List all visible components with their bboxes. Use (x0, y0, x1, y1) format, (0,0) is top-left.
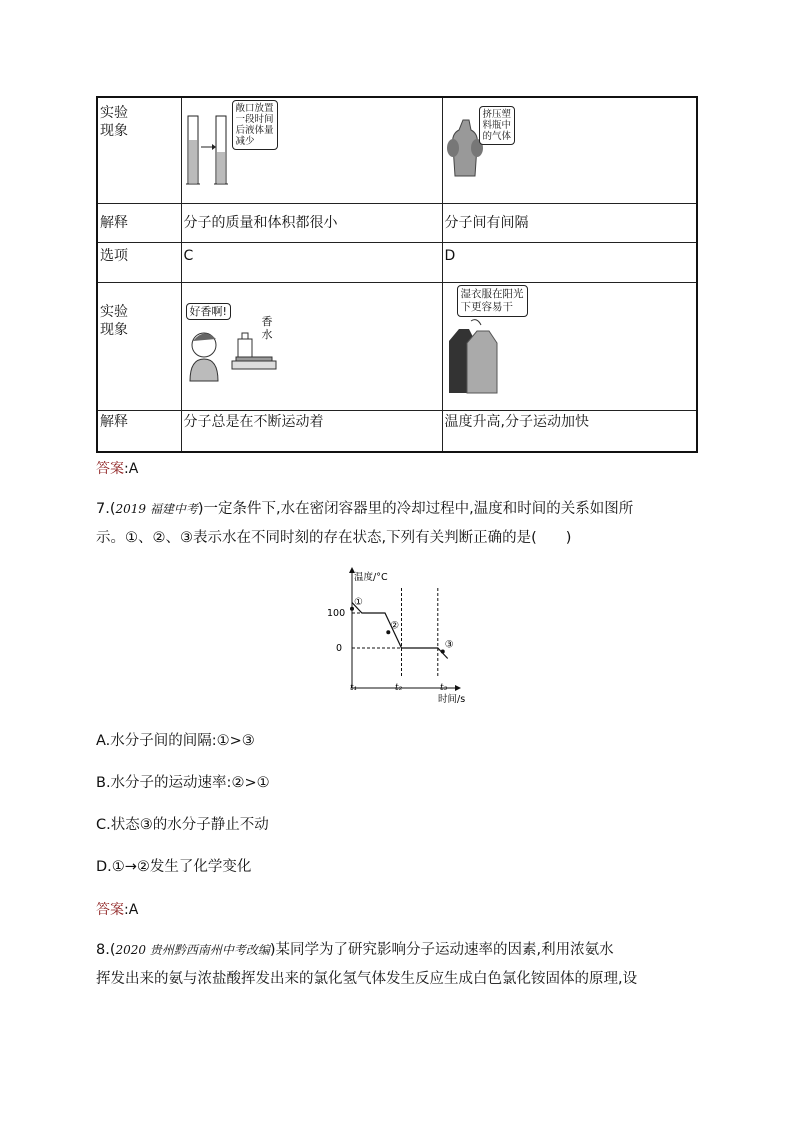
row-label: 选项 (97, 242, 181, 282)
perfume-label-char: 水 (261, 327, 273, 341)
explanation-a: 分子总是在不断运动着 (181, 410, 442, 452)
y-tick-label: 0 (336, 643, 343, 654)
child-smelling-perfume-icon (186, 323, 296, 383)
experiment-d-image (442, 97, 697, 203)
x-tick-label: t₃ (440, 683, 448, 693)
state-marker-label: ① (354, 596, 363, 608)
question-source: 2020 贵州黔西南州中考改编 (115, 943, 270, 957)
explanation-c: 分子的质量和体积都很小 (181, 203, 442, 242)
option-c: C (181, 242, 442, 282)
bubble-line: 下更容易干 (460, 300, 513, 313)
bubble-line: 敞口放置 (235, 103, 274, 114)
state-marker-label: ③ (444, 639, 454, 651)
y-tick-label: 100 (327, 608, 346, 619)
bubble-line: 湿衣服在阳光 (460, 287, 524, 300)
answer-value: :A (124, 461, 139, 477)
cooling-curve (352, 603, 448, 659)
speech-bubble: 好香啊! (186, 303, 231, 320)
answer-value: :A (124, 902, 139, 918)
question-8-stem (96, 936, 706, 994)
answer-q7 (96, 899, 138, 919)
option-d: D.①→②发生了化学变化 (96, 859, 252, 875)
label-line: 实验 (100, 105, 128, 121)
question-number: 7.( (96, 501, 116, 517)
question-text: 示。①、②、③表示水在不同时刻的存在状态,下列有关判断正确的是( ) (96, 530, 572, 546)
bubble-line: 一段时间 (235, 114, 274, 125)
row-label: 解释 (97, 410, 181, 452)
experiment-a-image (181, 282, 442, 410)
experiment-c-image (181, 97, 442, 203)
perfume-label-char: 香 (261, 314, 273, 328)
explanation-d: 分子间有间隔 (442, 203, 697, 242)
speech-bubble (457, 285, 528, 317)
option-c: C.状态③的水分子静止不动 (96, 817, 269, 833)
bubble-line: 料瓶中 (482, 120, 512, 131)
experiment-b-image (442, 282, 697, 410)
row-label (97, 282, 181, 410)
label-line: 实验 (100, 303, 128, 320)
experiment-table (96, 96, 698, 453)
perfume-label (262, 315, 273, 341)
bubble-line: 挤压塑 (482, 109, 512, 120)
bubble-line: 后液体量 (235, 125, 274, 136)
speech-bubble (479, 106, 516, 145)
option-b: B.水分子的运动速率:②>① (96, 775, 270, 791)
label-line: 现象 (100, 123, 128, 139)
bubble-line: 的气体 (482, 131, 512, 142)
x-tick-label: t₂ (395, 683, 403, 693)
answer-label: 答案 (96, 461, 124, 477)
speech-bubble (232, 100, 278, 150)
wet-clothes-icon (445, 319, 505, 393)
question-text: 挥发出来的氨与浓盐酸挥发出来的氯化氢气体发生反应生成白色氯化铵固体的原理,设 (96, 971, 638, 987)
option-d: D (442, 242, 697, 282)
answer-label: 答案 (96, 902, 124, 918)
question-number: 8.( (96, 942, 116, 958)
bubble-line: 减少 (235, 136, 255, 147)
state-marker-label: ② (390, 620, 400, 632)
temperature-time-chart (322, 568, 466, 708)
row-label (97, 97, 181, 203)
y-axis-label: 温度/°C (354, 572, 388, 583)
x-tick-label: t₁ (350, 683, 358, 693)
question-text: )某同学为了研究影响分子运动速率的因素,利用浓氨水 (269, 942, 614, 958)
explanation-b: 温度升高,分子运动加快 (442, 410, 697, 452)
x-axis-label: 时间/s (438, 694, 466, 705)
answer-q6 (96, 458, 138, 478)
option-a: A.水分子间的间隔:①>③ (96, 733, 255, 749)
question-7-stem (96, 495, 706, 553)
question-source: 2019 福建中考 (115, 502, 198, 516)
question-text: )一定条件下,水在密闭容器里的冷却过程中,温度和时间的关系如图所 (197, 501, 634, 517)
label-line: 现象 (100, 321, 128, 338)
row-label: 解释 (97, 203, 181, 242)
